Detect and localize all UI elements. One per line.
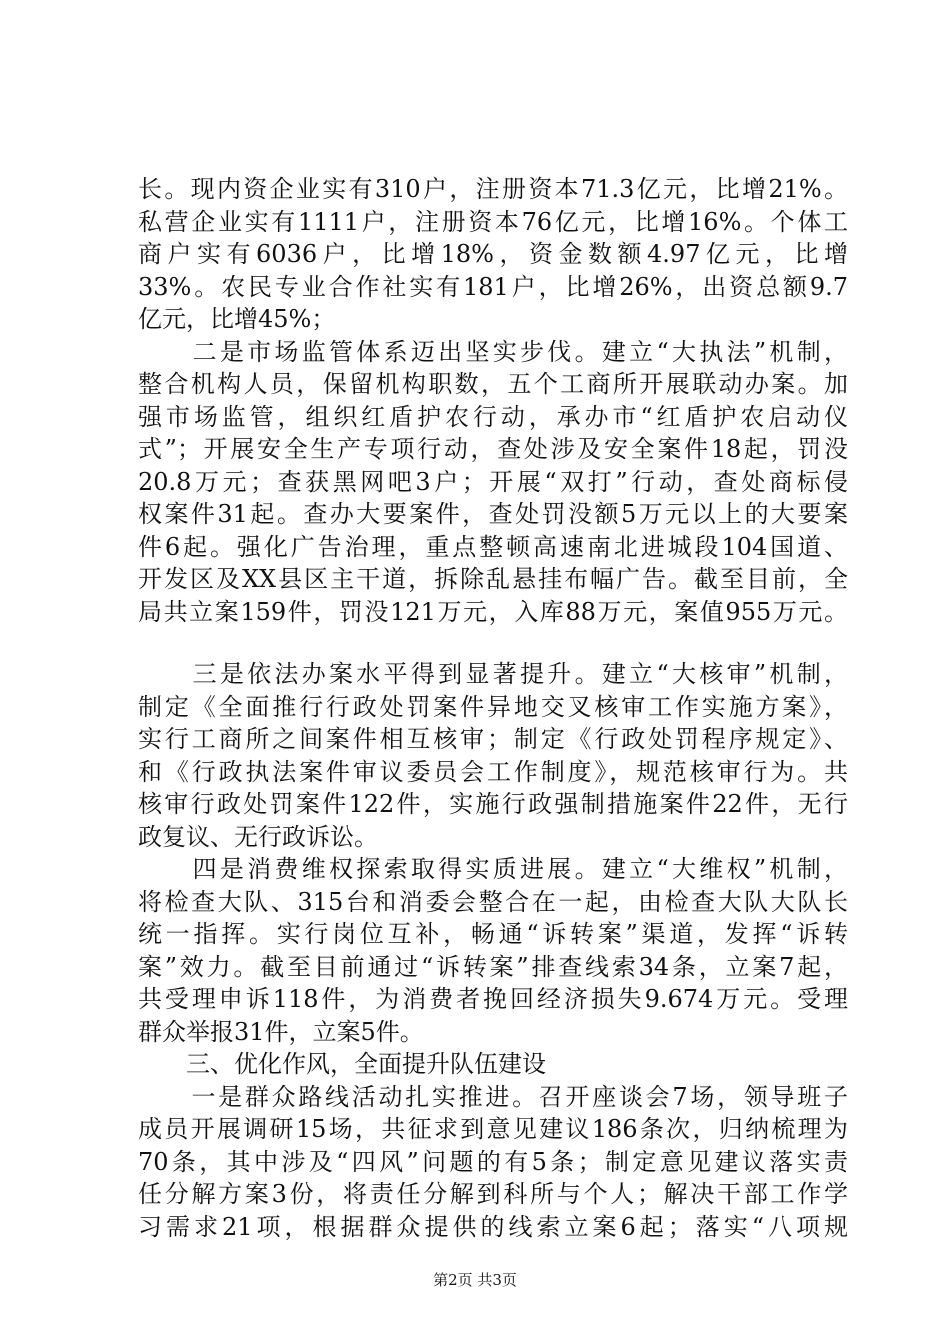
text-line: 整合机构人员，保留机构职数，五个工商所开展联动办案。加	[138, 370, 848, 398]
text-line: 共受理申诉118件，为消费者挽回经济损失9.674万元。受理	[138, 985, 848, 1013]
text-line: 三是依法办案水平得到显著提升。建立“大核审”机制，	[138, 660, 848, 688]
text-line: 四是消费维权探索取得实质进展。建立“大维权”机制，	[138, 855, 848, 883]
text-line: 局共立案159件，罚没121万元，入库88万元，案值955万元。	[138, 597, 848, 626]
text-line: 33%。农民专业合作社实有181户，比增26%，出资总额9.7	[138, 272, 848, 301]
text-line: 开发区及XX县区主干道，拆除乱悬挂布幅广告。截至目前，全	[138, 565, 848, 593]
text-line: 案”效力。截至目前通过“诉转案”排查线索34条，立案7起，	[138, 952, 848, 981]
paragraph-consumer-rights	[138, 853, 848, 1048]
paragraph-mass-line	[138, 1081, 848, 1244]
text-line: 和《行政执法案件审议委员会工作制度》，规范核审行为。共	[138, 757, 848, 786]
text-line: 群众举报31件，立案5件。	[138, 1017, 424, 1046]
text-line: 任分解方案3份，将责任分解到科所与个人；解决干部工作学	[138, 1180, 848, 1208]
paragraph-market-supervision	[138, 336, 848, 629]
document-body	[138, 173, 848, 1243]
text-line: 政复议、无行政诉讼。	[138, 822, 378, 851]
paragraph-enterprise-stats	[138, 173, 848, 336]
text-line: 将检查大队、315台和消委会整合在一起，由检查大队大队长	[138, 887, 848, 916]
section-heading: 三、优化作风，全面提升队伍建设	[138, 1050, 546, 1078]
text-line: 20.8万元；查获黑网吧3户；开展“双打”行动，查处商标侵	[138, 467, 848, 496]
paragraph-law-enforcement	[138, 658, 848, 853]
section-heading-three	[138, 1048, 848, 1081]
text-line: 强市场监管，组织红盾护农行动，承办市“红盾护农启动仪	[138, 402, 848, 431]
text-line: 习需求21项，根据群众提供的线索立案6起；落实“八项规	[138, 1212, 848, 1241]
page-number-footer: 第2页 共3页	[433, 1271, 517, 1289]
text-line: 亿元，比增45%；	[138, 305, 336, 333]
text-line: 式”；开展安全生产专项行动，查处涉及安全案件18起，罚没	[138, 435, 848, 463]
text-line: 一是群众路线活动扎实推进。召开座谈会7场，领导班子	[138, 1082, 848, 1111]
paragraph-spacer	[138, 628, 848, 658]
text-line: 权案件31起。查办大要案件，查处罚没额5万元以上的大要案	[138, 500, 848, 528]
text-line: 长。现内资企业实有310户，注册资本71.3亿元，比增21%。	[138, 175, 848, 203]
text-line: 件6起。强化广告治理，重点整顿高速南北进城段104国道、	[138, 532, 848, 561]
text-line: 70条，其中涉及“四风”问题的有5条；制定意见建议落实责	[138, 1147, 848, 1176]
text-line: 私营企业实有1111户，注册资本76亿元，比增16%。个体工	[138, 207, 848, 236]
text-line: 制定《全面推行行政处罚案件异地交叉核审工作实施方案》，	[138, 692, 848, 721]
text-line: 二是市场监管体系迈出坚实步伐。建立“大执法”机制，	[138, 337, 848, 366]
text-line: 实行工商所之间案件相互核审；制定《行政处罚程序规定》、	[138, 725, 848, 753]
text-line: 成员开展调研15场，共征求到意见建议186条次，归纳梳理为	[138, 1115, 848, 1143]
text-line: 核审行政处罚案件122件，实施行政强制措施案件22件，无行	[138, 790, 848, 818]
text-line: 商户实有6036户，比增18%，资金数额4.97亿元，比增	[138, 240, 848, 268]
text-line: 统一指挥。实行岗位互补，畅通“诉转案”渠道，发挥“诉转	[138, 920, 848, 948]
